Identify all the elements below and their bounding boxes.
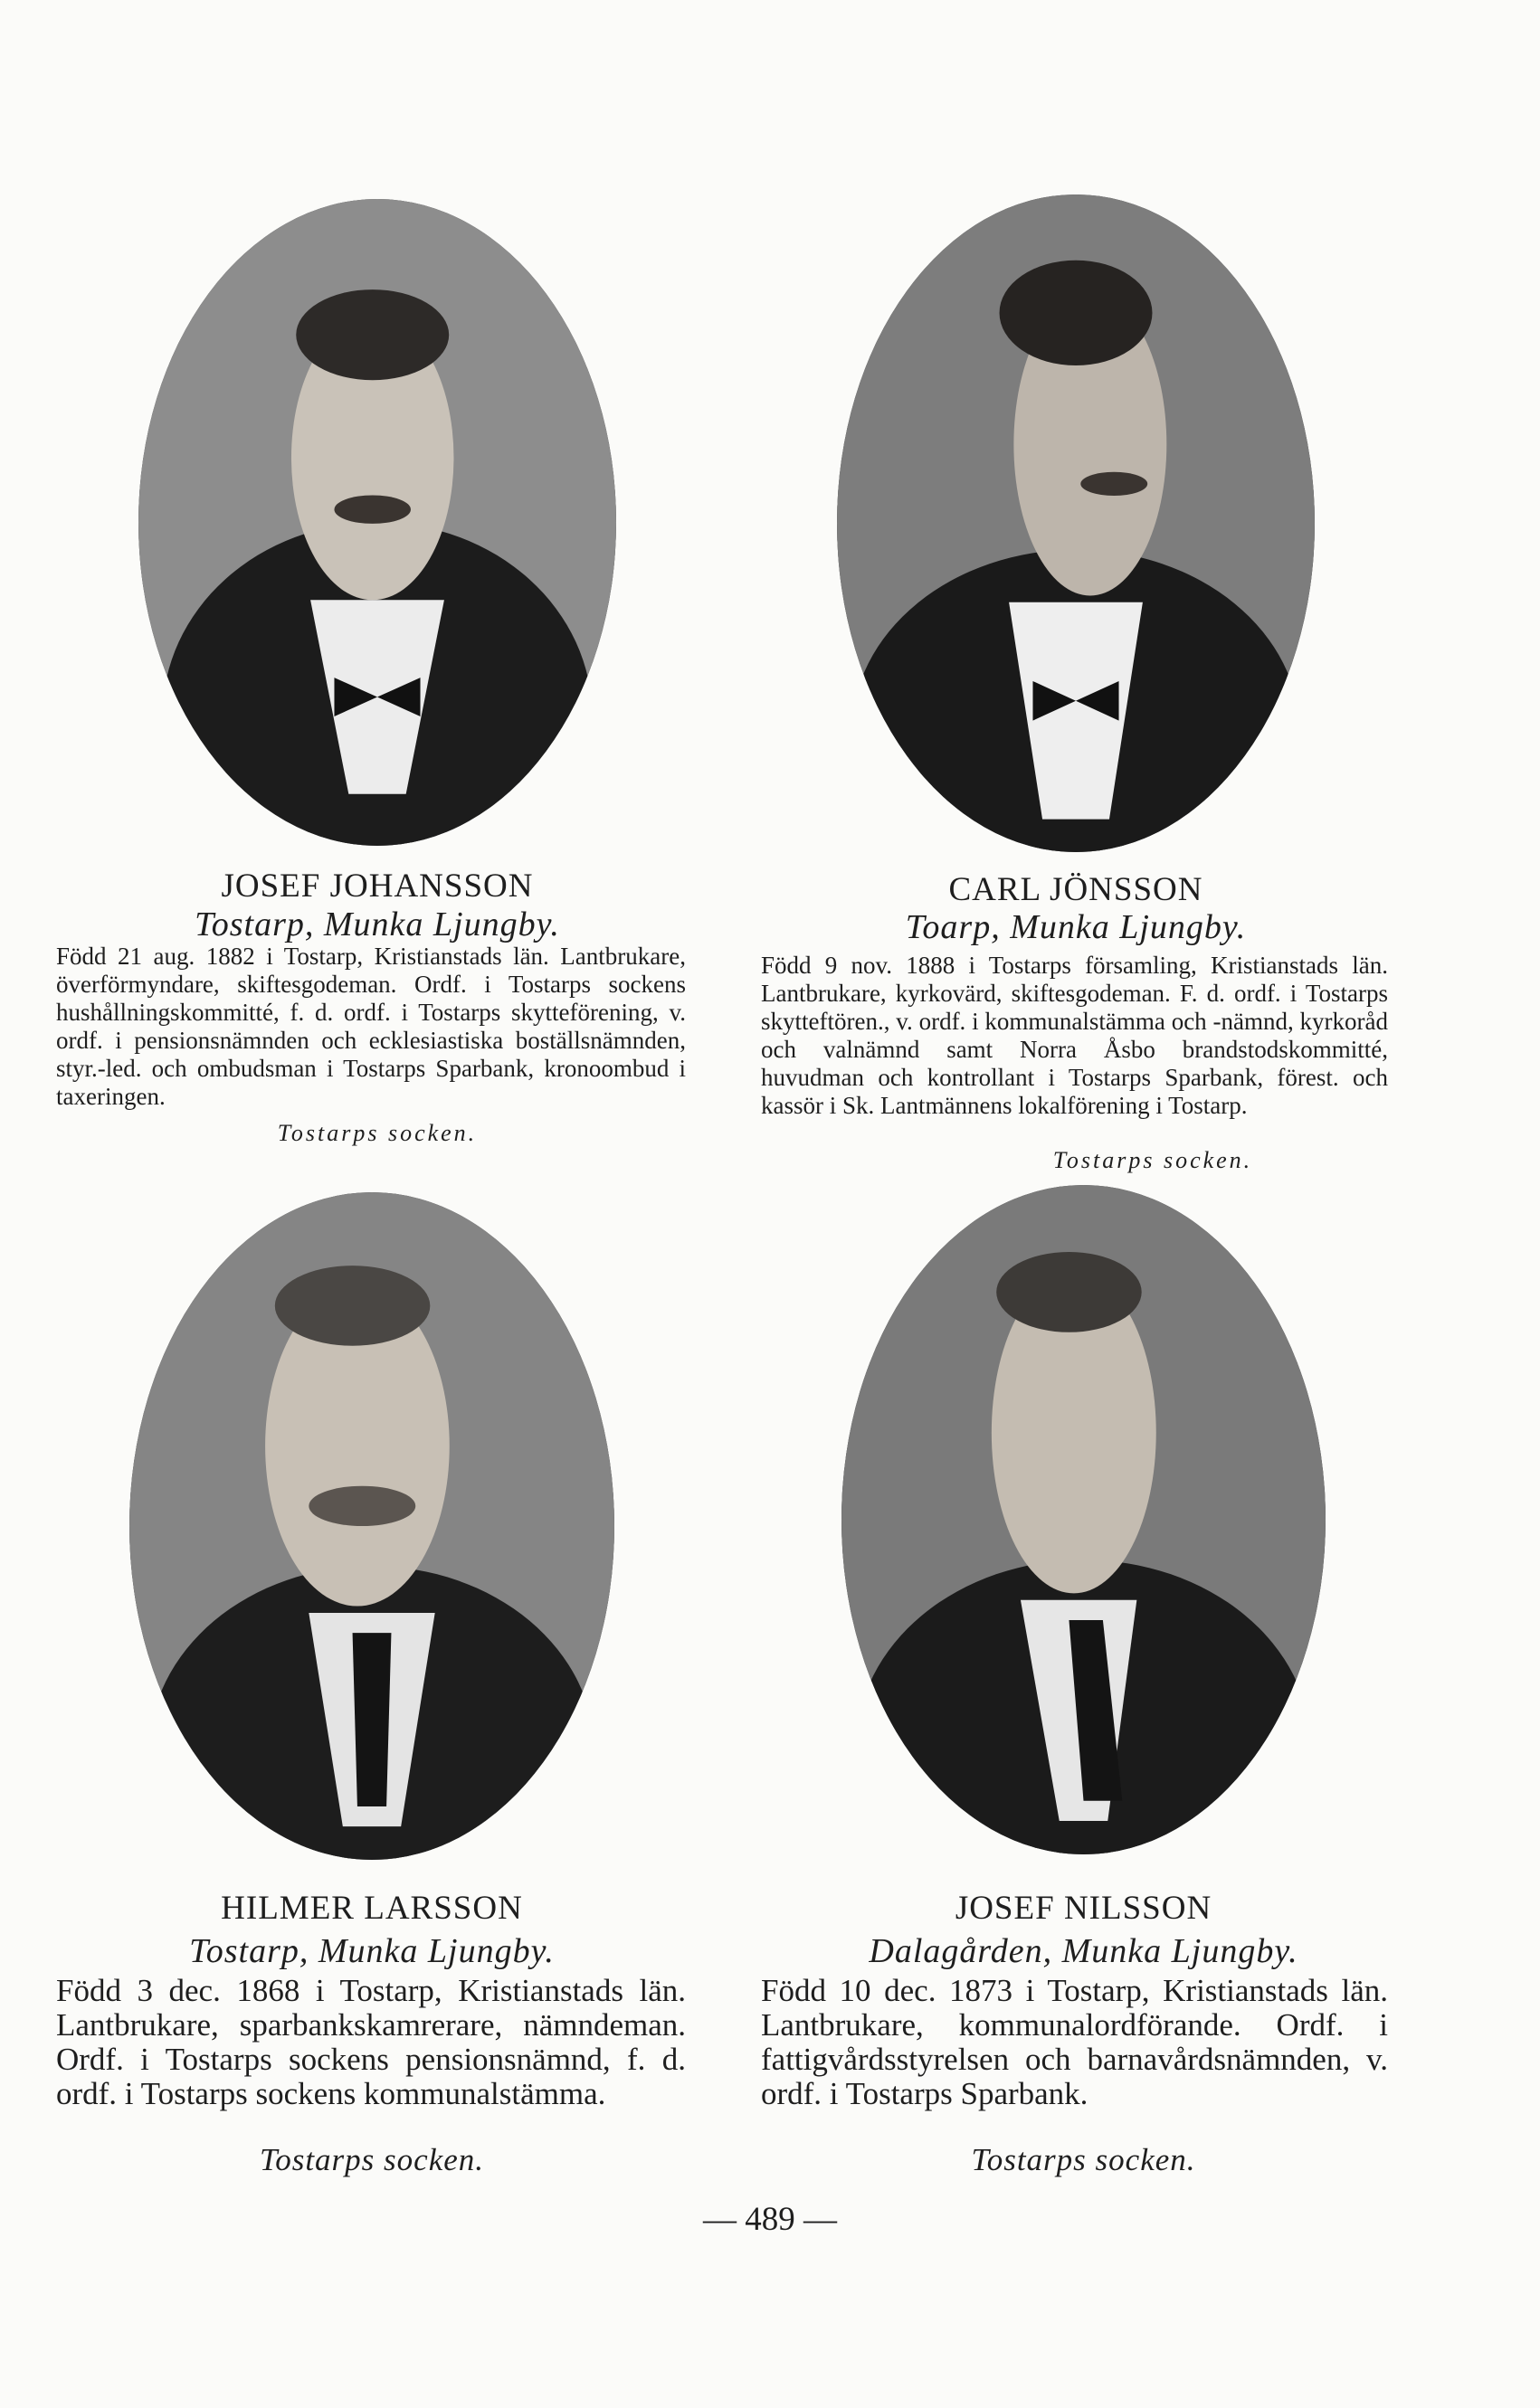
person-name: CARL JÖNSSON bbox=[948, 871, 1203, 908]
portrait-photo bbox=[129, 1192, 614, 1860]
biography-text: Född 9 nov. 1888 i Tostarps församling, Kristianstads län. Lantbrukare, kyrkovärd, skiftesgodeman. F. d. ordf. i Tostarps skytteftören., v. ordf. i kommunalstämma och -nämnd, kyrkoråd och valnämnd samt Norra Åsbo brandstodskommitté, huvudman och kontrollant i Tostarps Sparbank, förest. och kassör i Sk. Lantmännens lokalförening i Tostarp. bbox=[761, 952, 1388, 1119]
biography-text: Född 3 dec. 1868 i Tostarp, Kristianstads län. Lantbrukare, sparbankskamrerare, nämndeman. Ordf. i Tostarps sockens pensionsnämnd, f. d. ordf. i Tostarps sockens kommunalstämma. bbox=[56, 1973, 686, 2111]
biography-text: Född 21 aug. 1882 i Tostarp, Kristianstads län. Lantbrukare, överförmyndare, skiftesgodeman. Ordf. i Tostarps sockens hushållningskommitté, f. d. ordf. i Tostarps skytteförening, v. ordf. i pensionsnämnden och ecklesiastiska boställsnämnden, styr.-led. och ombudsman i Tostarps Sparbank, kronoombud i taxeringen. bbox=[56, 943, 686, 1110]
parish-label: Tostarps socken. bbox=[277, 1120, 478, 1146]
portrait-photo bbox=[837, 194, 1315, 852]
parish-label: Tostarps socken. bbox=[971, 2142, 1196, 2177]
person-name: JOSEF JOHANSSON bbox=[221, 867, 534, 905]
residence-place: Toarp, Munka Ljungby. bbox=[905, 908, 1247, 946]
parish-label: Tostarps socken. bbox=[259, 2142, 485, 2177]
residence-place: Tostarp, Munka Ljungby. bbox=[195, 905, 560, 943]
biography-text: Född 10 dec. 1873 i Tostarp, Kristianstads län. Lantbrukare, kommunalordförande. Ordf. i fattigvårdsstyrelsen och barnavårdsnämnden, v. ordf. i Tostarps Sparbank. bbox=[761, 1973, 1388, 2111]
person-name: JOSEF NILSSON bbox=[955, 1890, 1212, 1927]
parish-label: Tostarps socken. bbox=[1052, 1147, 1253, 1173]
residence-place: Dalagården, Munka Ljungby. bbox=[869, 1932, 1298, 1970]
person-name: HILMER LARSSON bbox=[221, 1890, 523, 1927]
portrait-photo bbox=[138, 199, 616, 846]
page-number: — 489 — bbox=[703, 2201, 837, 2238]
portrait-photo bbox=[841, 1185, 1326, 1854]
residence-place: Tostarp, Munka Ljungby. bbox=[189, 1932, 555, 1970]
